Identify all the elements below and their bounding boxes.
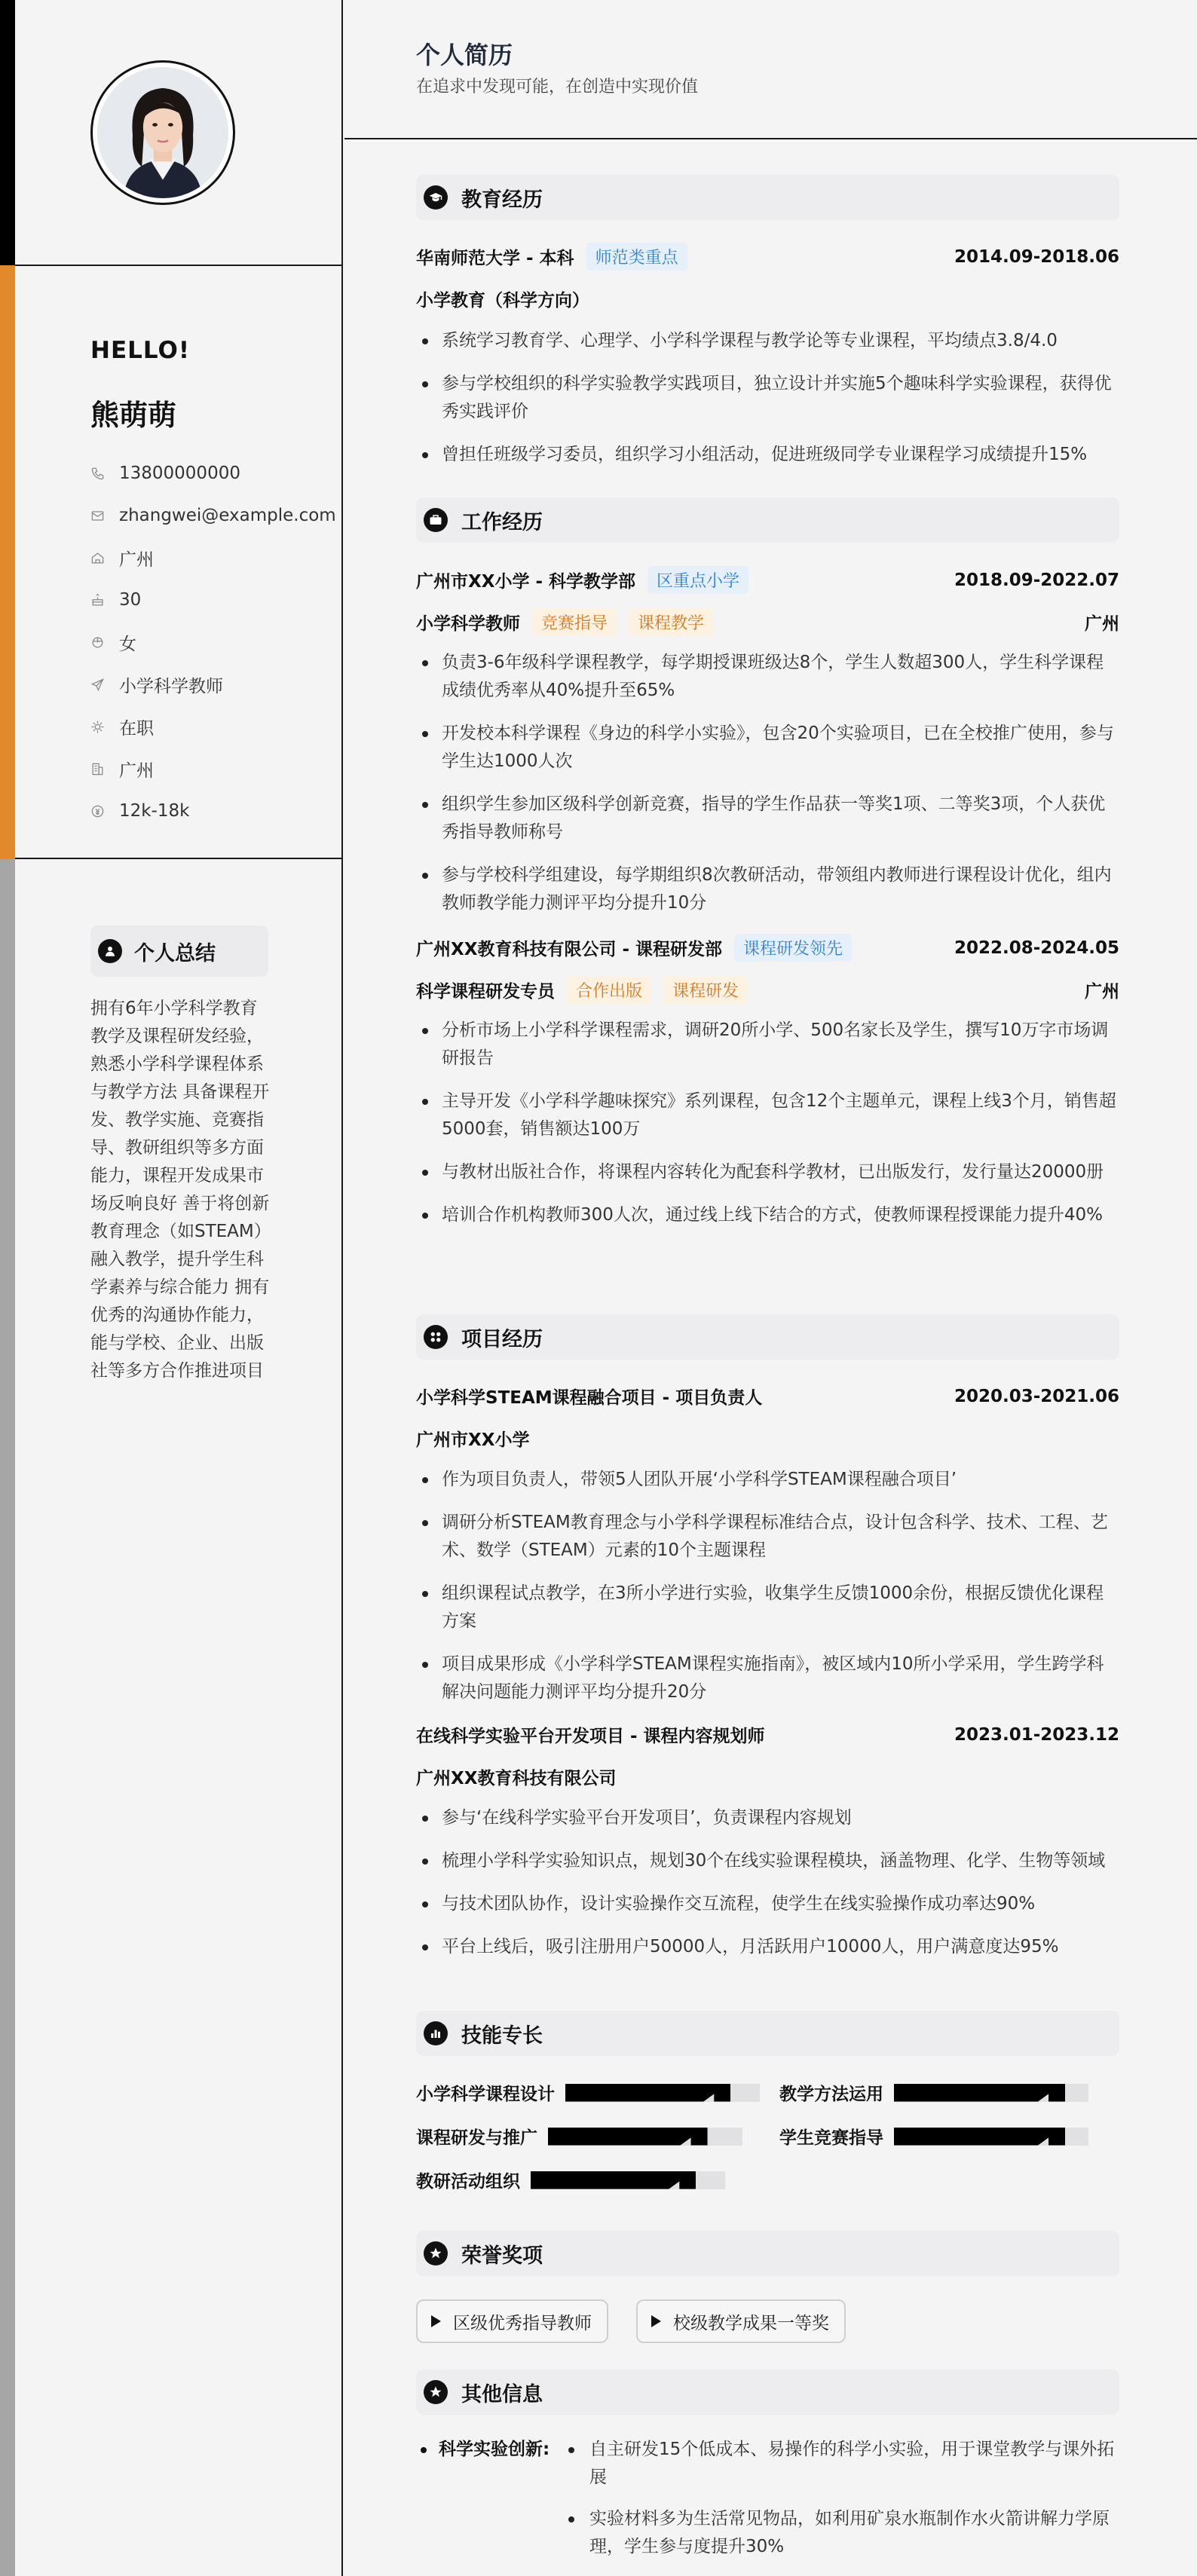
skill-bar: [531, 2171, 725, 2189]
awards-heading: [416, 2231, 1119, 2276]
skill-bar-fill: [894, 2084, 1065, 2102]
list-item: 作为项目负责人，带领5人团队开展‘小学科学STEAM课程融合项目’: [416, 1466, 1119, 1494]
skill-name: 学生竞赛指导: [779, 2128, 883, 2148]
contact-salary: [90, 790, 336, 832]
gender-icon: [90, 635, 119, 650]
sidebar: [0, 0, 343, 2576]
list-item: 培训合作机构教师300人次，通过线上线下结合的方式，使教师课程授课能力提升40%: [416, 1201, 1119, 1229]
role-tag: 课程研发: [663, 976, 748, 1004]
send-icon: [90, 678, 119, 692]
skill-bar: [894, 2084, 1088, 2102]
project-name-row: [416, 1722, 1119, 1747]
list-item: 平台上线后，吸引注册用户50000人，月活跃用户10000人，用户满意度达95%: [416, 1933, 1119, 1961]
education-heading: [416, 175, 1119, 220]
skill-bar: [894, 2128, 1088, 2146]
contact-phone: [90, 452, 336, 494]
list-item: 调研分析STEAM教育理念与小学科学课程标准结合点，设计包含科学、技术、工程、艺术、数学（STEAM）元素的10个主题课程: [416, 1509, 1119, 1565]
skill-item: [779, 2080, 1088, 2105]
company-tag: 区重点小学: [647, 566, 749, 594]
avatar-photo: [97, 67, 228, 198]
contact-city: [90, 748, 336, 790]
education-major-row: [416, 286, 1119, 311]
job-bullets: [416, 649, 1119, 932]
skill-bar-fill: [548, 2128, 708, 2146]
contact-text: 小学科学教师: [119, 676, 223, 696]
major: 小学教育（科学方向）: [416, 291, 589, 311]
contact-text: zhangwei@example.com: [119, 506, 336, 525]
info-icon: [424, 2380, 448, 2404]
job-role-row: [416, 976, 1119, 1004]
contact-text: 广州: [119, 760, 154, 781]
play-icon: [651, 2315, 661, 2327]
user-icon: [98, 939, 122, 963]
skill-item: [779, 2124, 1088, 2149]
list-item: 参与学校组织的科学实验教学实践项目，独立设计并实施5个趣味科学实验课程，获得优秀实践评价: [416, 370, 1119, 426]
contact-email: [90, 494, 336, 537]
list-item: 项目成果形成《小学科学STEAM课程实施指南》，被区域内10所小学采用，学生跨学科解决问题能力测评平均分提升20分: [416, 1651, 1119, 1706]
project-name: 在线科学实验平台开发项目 - 课程内容规划师: [416, 1727, 765, 1746]
contact-text: 30: [119, 590, 142, 610]
job-city: 广州: [1085, 982, 1119, 1002]
sidebar-divider: [15, 265, 343, 266]
job-role-row: [416, 608, 1119, 636]
header-divider: [344, 138, 1197, 139]
award-icon: [424, 2241, 448, 2265]
briefcase-icon: [424, 508, 448, 532]
company-name: 广州XX教育科技有限公司 - 课程研发部: [416, 940, 723, 959]
skill-item: [416, 2080, 760, 2105]
job-role: 科学课程研发专员: [416, 982, 555, 1002]
main-content: [344, 0, 1197, 2576]
contact-text: 12k-18k: [119, 801, 190, 821]
section-title: 其他信息: [461, 2382, 543, 2406]
list-item: 参与学校科学组建设，每学期组织8次教研活动，带领组内教师进行课程设计优化，组内教师教学能力测评平均分提升10分: [416, 861, 1119, 917]
skill-bar-fill: [894, 2128, 1065, 2146]
project-org: 广州XX教育科技有限公司: [416, 1769, 617, 1788]
page-title: 个人简历: [416, 41, 513, 69]
list-item: 曾担任班级学习委员，组织学习小组活动，促进班级同学专业课程学习成绩提升15%: [416, 441, 1119, 469]
job-company-row: [416, 566, 1119, 594]
skill-name: 课程研发与推广: [416, 2128, 537, 2148]
project-name: 小学科学STEAM课程融合项目 - 项目负责人: [416, 1388, 763, 1408]
project-bullets: [416, 1804, 1119, 1976]
hello-heading: HELLO!: [90, 337, 191, 364]
section-title: 项目经历: [461, 1327, 543, 1351]
award-text: 区级优秀指导教师: [453, 2313, 592, 2333]
job-role: 小学科学教师: [416, 614, 520, 634]
apps-icon: [424, 1325, 448, 1349]
avatar: [90, 60, 235, 205]
job-date: 2018.09-2022.07: [954, 570, 1119, 590]
graduation-cap-icon: [424, 185, 448, 210]
list-item: 组织课程试点教学，在3所小学进行实验，收集学生反馈1000余份，根据反馈优化课程方案: [416, 1580, 1119, 1635]
skill-bar-fill: [531, 2171, 696, 2189]
section-title: 荣誉奖项: [461, 2244, 543, 2268]
award-item: [636, 2299, 846, 2343]
other-key: 科学实验创新:: [416, 2436, 550, 2464]
project-org-row: [416, 1764, 1119, 1789]
education-date: 2014.09-2018.06: [954, 246, 1119, 267]
role-tag: 竞赛指导: [532, 608, 617, 636]
job-bullets: [416, 1017, 1119, 1244]
contact-text: 在职: [119, 718, 154, 739]
list-item: 开发校本科学课程《身边的科学小实验》，包含20个实验项目，已在全校推广使用，参与学生达1000人次: [416, 720, 1119, 776]
phone-icon: [90, 467, 119, 481]
project-date: 2020.03-2021.06: [954, 1386, 1119, 1406]
cake-icon: [90, 593, 119, 607]
skill-bar: [565, 2084, 760, 2102]
award-text: 校级教学成果一等奖: [673, 2313, 829, 2333]
list-item: 实验材料多为生活常见物品，如利用矿泉水瓶制作水火箭讲解力学原理，学生参与度提升30%: [564, 2505, 1119, 2561]
list-item: 系统学习教育学、心理学、小学科学课程与教学论等专业课程，平均绩点3.8/4.0: [416, 327, 1119, 355]
role-tag: 合作出版: [567, 976, 651, 1004]
list-item: 负责3-6年级科学课程教学，每学期授课班级达8个，学生人数超300人，学生科学课程成绩优秀率从40%提升至65%: [416, 649, 1119, 705]
contact-text: 女: [119, 634, 136, 654]
contact-list: [90, 452, 336, 832]
portrait-image: [97, 67, 228, 198]
section-title: 工作经历: [461, 510, 543, 534]
role-tag: 课程教学: [629, 608, 713, 636]
project-date: 2023.01-2023.12: [954, 1724, 1119, 1745]
list-item: 与技术团队协作，设计实验操作交互流程，使学生在线实验操作成功率达90%: [416, 1890, 1119, 1918]
sidebar-strip-gray: [0, 859, 15, 2576]
summary-heading: [90, 925, 268, 977]
page-subtitle: 在追求中发现可能，在创造中实现价值: [416, 78, 699, 96]
list-item: 分析市场上小学科学课程需求，调研20所小学、500名家长及学生，撰写10万字市场调研报告: [416, 1017, 1119, 1072]
skill-name: 小学科学课程设计: [416, 2085, 555, 2104]
list-item: 与教材出版社合作，将课程内容转化为配套科学教材，已出版发行，发行量达20000册: [416, 1158, 1119, 1186]
list-item: 梳理小学科学实验知识点，规划30个在线实验课程模块，涵盖物理、化学、生物等领域: [416, 1847, 1119, 1875]
contact-location: [90, 537, 336, 579]
building-icon: [90, 762, 119, 776]
list-item: 自主研发15个低成本、易操作的科学小实验，用于课堂教学与课外拓展: [564, 2436, 1119, 2492]
contact-text: 广州: [119, 549, 154, 570]
contact-gender: [90, 621, 336, 663]
skill-item: [416, 2168, 725, 2192]
summary-text: 拥有6年小学科学教育教学及课程研发经验，熟悉小学科学课程体系与教学方法 具备课程开发、教学实施、竞赛指导、教研组织等多方面能力，课程开发成果市场反响良好 善于将创新教育理念（如STEAM）融入教学，提升学生科学素养与综合能力 拥有优秀的沟通协作能力，能与学校、企业、出版社等多方合作推进项目: [90, 999, 271, 1381]
contact-status: [90, 705, 336, 748]
school-name: 华南师范大学 - 本科: [416, 249, 574, 268]
job-city: 广州: [1085, 614, 1119, 634]
other-heading: [416, 2369, 1119, 2415]
mail-icon: [90, 509, 119, 523]
skill-name: 教研活动组织: [416, 2172, 520, 2192]
education-bullets: [416, 327, 1119, 484]
sidebar-divider: [15, 858, 343, 859]
sidebar-strip-black: [0, 0, 15, 265]
project-bullets: [416, 1466, 1119, 1721]
skill-name: 教学方法运用: [779, 2085, 883, 2104]
list-item: 参与‘在线科学实验平台开发项目’，负责课程内容规划: [416, 1804, 1119, 1832]
contact-position: [90, 663, 336, 705]
money-icon: [90, 804, 119, 818]
home-icon: [90, 551, 119, 565]
play-icon: [431, 2315, 441, 2327]
person-name: 熊萌萌: [90, 399, 177, 432]
school-tag: 师范类重点: [586, 243, 687, 271]
project-name-row: [416, 1384, 1119, 1409]
skill-bar: [548, 2128, 742, 2146]
sidebar-strip-orange: [0, 265, 15, 859]
section-title: 技能专长: [461, 2024, 543, 2048]
status-icon: [90, 720, 119, 734]
project-org: 广州市XX小学: [416, 1430, 530, 1450]
award-item: [416, 2299, 608, 2343]
job-date: 2022.08-2024.05: [954, 938, 1119, 958]
projects-heading: [416, 1314, 1119, 1360]
list-item: 主导开发《小学科学趣味探究》系列课程，包含12个主题单元，课程上线3个月，销售超5000套，销售额达100万: [416, 1088, 1119, 1143]
summary-title-text: 个人总结: [134, 941, 216, 965]
skills-heading: [416, 2011, 1119, 2056]
section-title: 教育经历: [461, 188, 543, 212]
company-tag: 课程研发领先: [734, 934, 852, 962]
list-item: 组织学生参加区级科学创新竞赛，指导的学生作品获一等奖1项、二等奖3项，个人获优秀指导教师称号: [416, 791, 1119, 846]
education-school-row: [416, 243, 1119, 271]
skill-item: [416, 2124, 742, 2149]
skill-bar-fill: [565, 2084, 730, 2102]
contact-age: [90, 579, 336, 621]
job-company-row: [416, 934, 1119, 962]
company-name: 广州市XX小学 - 科学教学部: [416, 572, 636, 592]
other-bullets: [564, 2436, 1119, 2561]
work-heading: [416, 497, 1119, 543]
other-info: [416, 2436, 1119, 2574]
chart-icon: [424, 2021, 448, 2045]
contact-text: 13800000000: [119, 463, 240, 483]
project-org-row: [416, 1426, 1119, 1451]
